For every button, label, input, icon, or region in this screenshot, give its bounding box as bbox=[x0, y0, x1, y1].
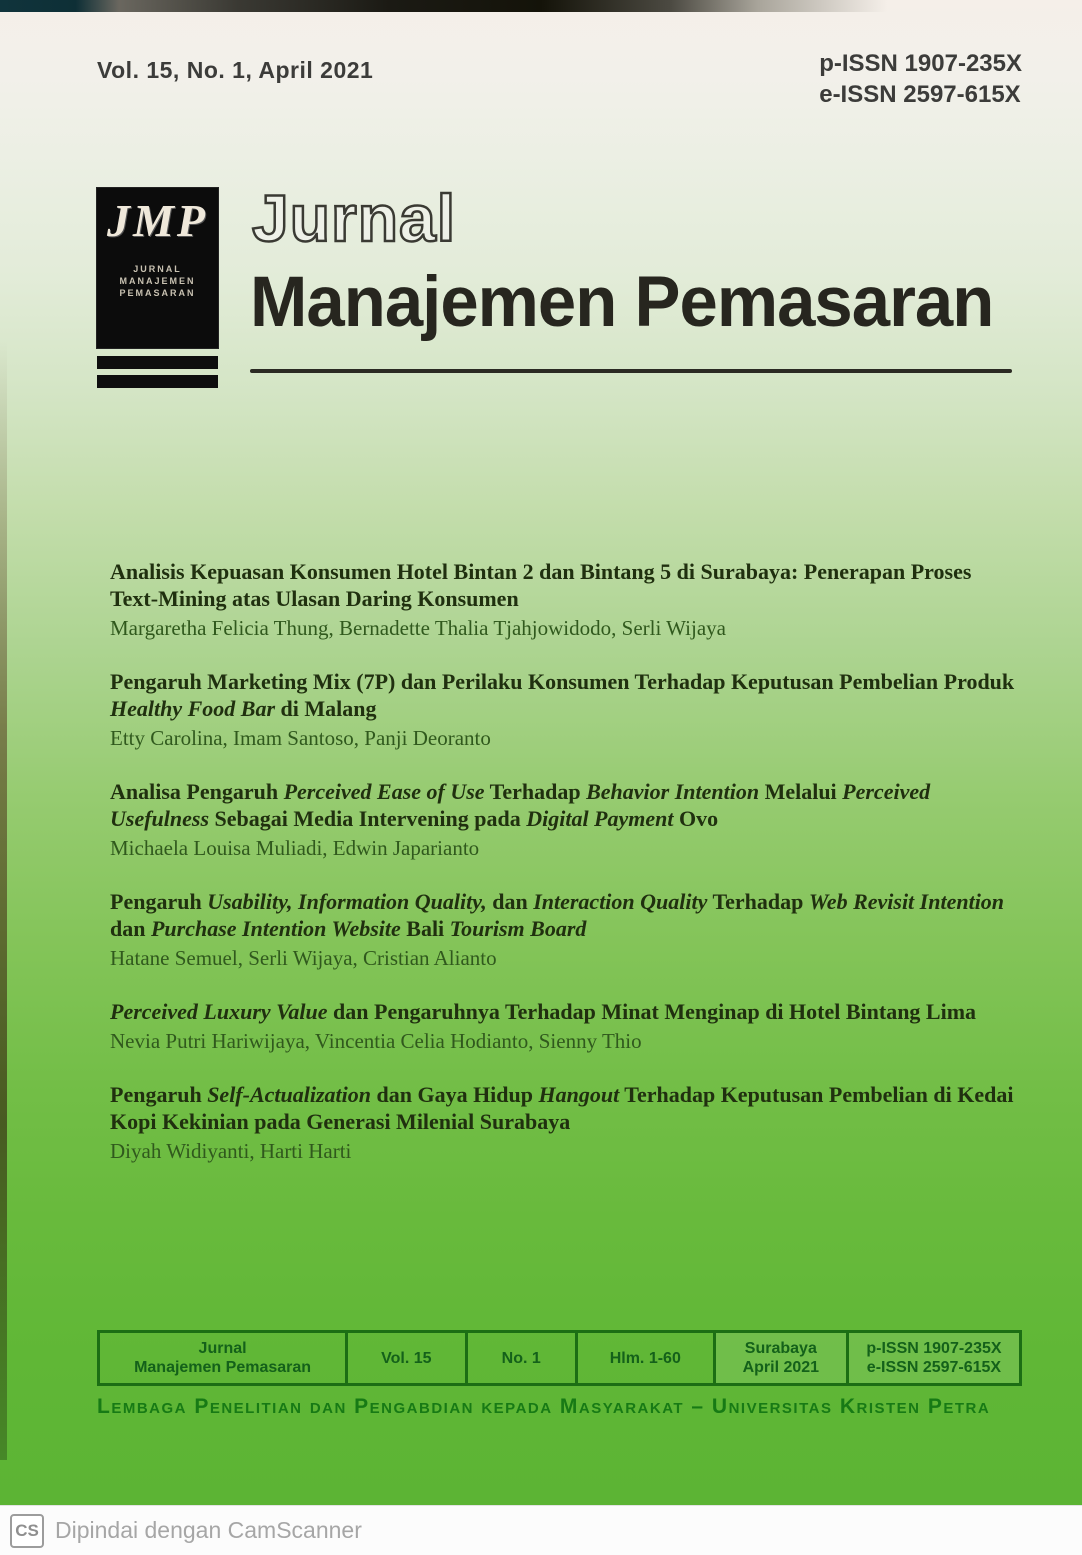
article-title: Analisa Pengaruh Perceived Ease of Use Terhadap Behavior Intention Melalui Perceived Usefulness Sebagai Media Intervening pada Digital Payment Ovo bbox=[110, 779, 931, 831]
article-entry bbox=[110, 558, 1016, 641]
camscanner-footer bbox=[0, 1505, 1082, 1555]
journal-title-line2: Manajemen Pemasaran bbox=[250, 263, 994, 342]
camscanner-icon: CS bbox=[10, 1514, 44, 1548]
article-title: Pengaruh Self-Actualization dan Gaya Hidup Hangout Terhadap Keputusan Pembelian di Kedai Kopi Kekinian pada Generasi Milenial Surabaya bbox=[110, 1082, 1014, 1134]
table-cell-place-date: Surabaya April 2021 bbox=[716, 1333, 849, 1383]
scan-photo-edge bbox=[0, 0, 1082, 12]
article-title: Analisis Kepuasan Konsumen Hotel Bintan 2 dan Bintang 5 di Surabaya: Penerapan Proses Text-Mining atas Ulasan Daring Konsumen bbox=[110, 559, 972, 611]
article-list bbox=[110, 558, 1016, 1191]
article-entry bbox=[110, 668, 1016, 751]
scan-left-shadow bbox=[0, 340, 7, 1460]
electronic-issn: e-ISSN 2597-615X bbox=[819, 81, 1021, 108]
publisher-line: Lembaga Penelitian dan Pengabdian kepada Masyarakat – Universitas Kristen Petra bbox=[97, 1395, 991, 1418]
table-cell-pages: Hlm. 1-60 bbox=[578, 1333, 716, 1383]
article-title: Perceived Luxury Value dan Pengaruhnya Terhadap Minat Menginap di Hotel Bintang Lima bbox=[110, 999, 977, 1024]
issn-block bbox=[819, 48, 1022, 110]
article-entry bbox=[110, 998, 1016, 1054]
article-authors: Michaela Louisa Muliadi, Edwin Japarianto bbox=[110, 836, 480, 860]
journal-title-line1: Jurnal bbox=[252, 181, 457, 255]
table-cell-volume: Vol. 15 bbox=[348, 1333, 467, 1383]
article-title: Pengaruh Usability, Information Quality, dan Interaction Quality Terhadap Web Revisit Intention dan Purchase Intention Website Bali Tourism Board bbox=[110, 889, 1005, 941]
article-authors: Hatane Semuel, Serli Wijaya, Cristian Alianto bbox=[110, 946, 497, 970]
masthead-rule bbox=[250, 369, 1012, 373]
article-authors: Diyah Widiyanti, Harti Harti bbox=[110, 1139, 352, 1163]
logo-bar bbox=[97, 375, 218, 388]
logo-bar bbox=[97, 356, 218, 369]
article-entry bbox=[110, 1081, 1016, 1164]
print-issn: p-ISSN 1907-235X bbox=[819, 50, 1022, 77]
jmp-logo bbox=[97, 188, 218, 348]
article-entry bbox=[110, 888, 1016, 971]
article-title: Pengaruh Marketing Mix (7P) dan Perilaku Konsumen Terhadap Keputusan Pembelian Produk Healthy Food Bar di Malang bbox=[110, 669, 1015, 721]
article-authors: Nevia Putri Hariwijaya, Vincentia Celia Hodianto, Sienny Thio bbox=[110, 1029, 642, 1053]
article-authors: Margaretha Felicia Thung, Bernadette Thalia Tjahjowidodo, Serli Wijaya bbox=[110, 616, 726, 640]
jmp-logo-acronym: JMP bbox=[107, 195, 208, 246]
jmp-logo-small-text: JURNAL MANAJEMEN PEMASARAN bbox=[119, 264, 196, 298]
issue-info: Vol. 15, No. 1, April 2021 bbox=[97, 57, 374, 83]
article-authors: Etty Carolina, Imam Santoso, Panji Deoranto bbox=[110, 726, 491, 750]
table-cell-number: No. 1 bbox=[468, 1333, 578, 1383]
table-cell-journal: Jurnal Manajemen Pemasaran bbox=[100, 1333, 348, 1383]
article-entry bbox=[110, 778, 1016, 861]
bibliographic-table bbox=[97, 1330, 1022, 1386]
camscanner-label: Dipindai dengan CamScanner bbox=[55, 1517, 362, 1543]
table-cell-issn: p-ISSN 1907-235X e-ISSN 2597-615X bbox=[849, 1333, 1019, 1383]
